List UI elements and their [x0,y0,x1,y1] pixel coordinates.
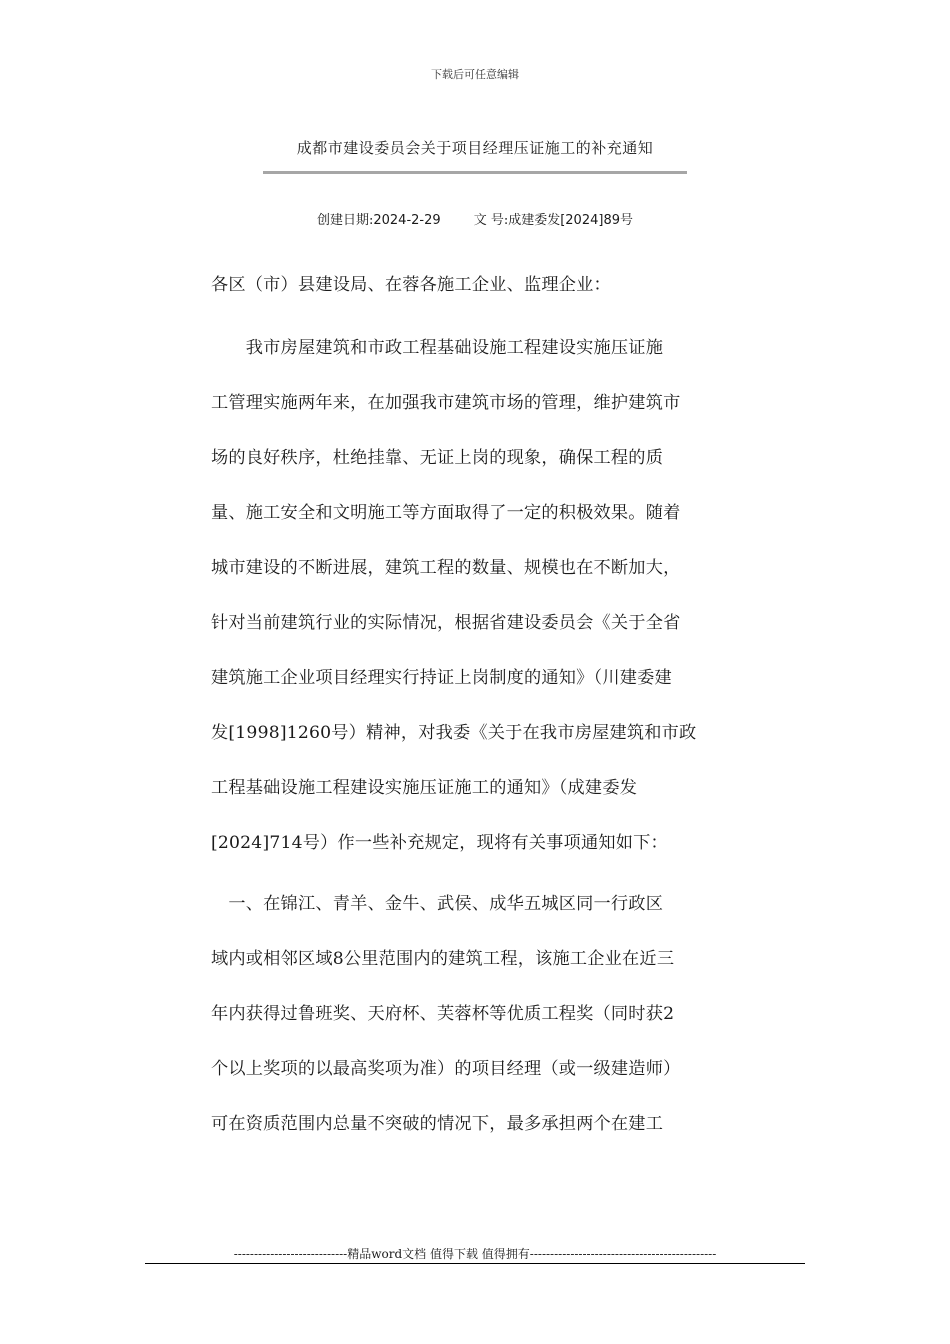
body-line: 针对当前建筑行业的实际情况，根据省建设委员会《关于全省 [211,613,681,633]
body-line: 场的良好秩序，杜绝挂靠、无证上岗的现象，确保工程的质 [211,448,664,468]
created-label: 创建日期: [316,213,374,228]
header-note: 下载后可任意编辑 [431,68,519,81]
body-line: 各区（市）县建设局、在蓉各施工企业、监理企业： [211,275,611,295]
created-date: 2024-2-29 [373,213,441,228]
body-line: 发[1998]1260号）精神，对我委《关于在我市房屋建筑和市政 [211,723,697,743]
footer-text: ----------------------------精品word文档 值得下载 值得拥有---------------------------------------------- [233,1247,717,1261]
title-underline [263,171,687,174]
body-line: 量、施工安全和文明施工等方面取得了一定的积极效果。随着 [211,503,681,523]
body-line: 工程基础设施工程建设实施压证施工的通知》（成建委发 [211,778,638,798]
body-line: 城市建设的不断进展，建筑工程的数量、规模也在不断加大， [211,558,681,578]
body-line: 可在资质范围内总量不突破的情况下，最多承担两个在建工 [211,1114,664,1134]
body-line: [2024]714号）作一些补充规定，现将有关事项通知如下： [211,833,668,853]
body-line: 建筑施工企业项目经理实行持证上岗制度的通知》（川建委建 [211,668,672,688]
document-title: 成都市建设委员会关于项目经理压证施工的补充通知 [296,139,654,157]
document-meta [0,209,950,228]
body-line: 年内获得过鲁班奖、天府杯、芙蓉杯等优质工程奖（同时获2 [211,1004,675,1024]
meta-spacer [441,213,474,228]
body-line: 工管理实施两年来，在加强我市建筑市场的管理，维护建筑市 [211,393,681,413]
footer-rule [145,1263,805,1264]
doc-number-label: 文 号:成建委发 [473,213,561,228]
body-line: 我市房屋建筑和市政工程基础设施工程建设实施压证施 [211,338,664,358]
doc-number-value: [2024]89 [560,213,620,228]
body-line: 个以上奖项的以最高奖项为准）的项目经理（或一级建造师） [211,1059,681,1079]
doc-number-suffix: 号 [620,213,634,228]
body-line: 域内或相邻区域8公里范围内的建筑工程，该施工企业在近三 [211,949,675,969]
body-line: 一、在锦江、青羊、金牛、武侯、成华五城区同一行政区 [211,894,664,914]
